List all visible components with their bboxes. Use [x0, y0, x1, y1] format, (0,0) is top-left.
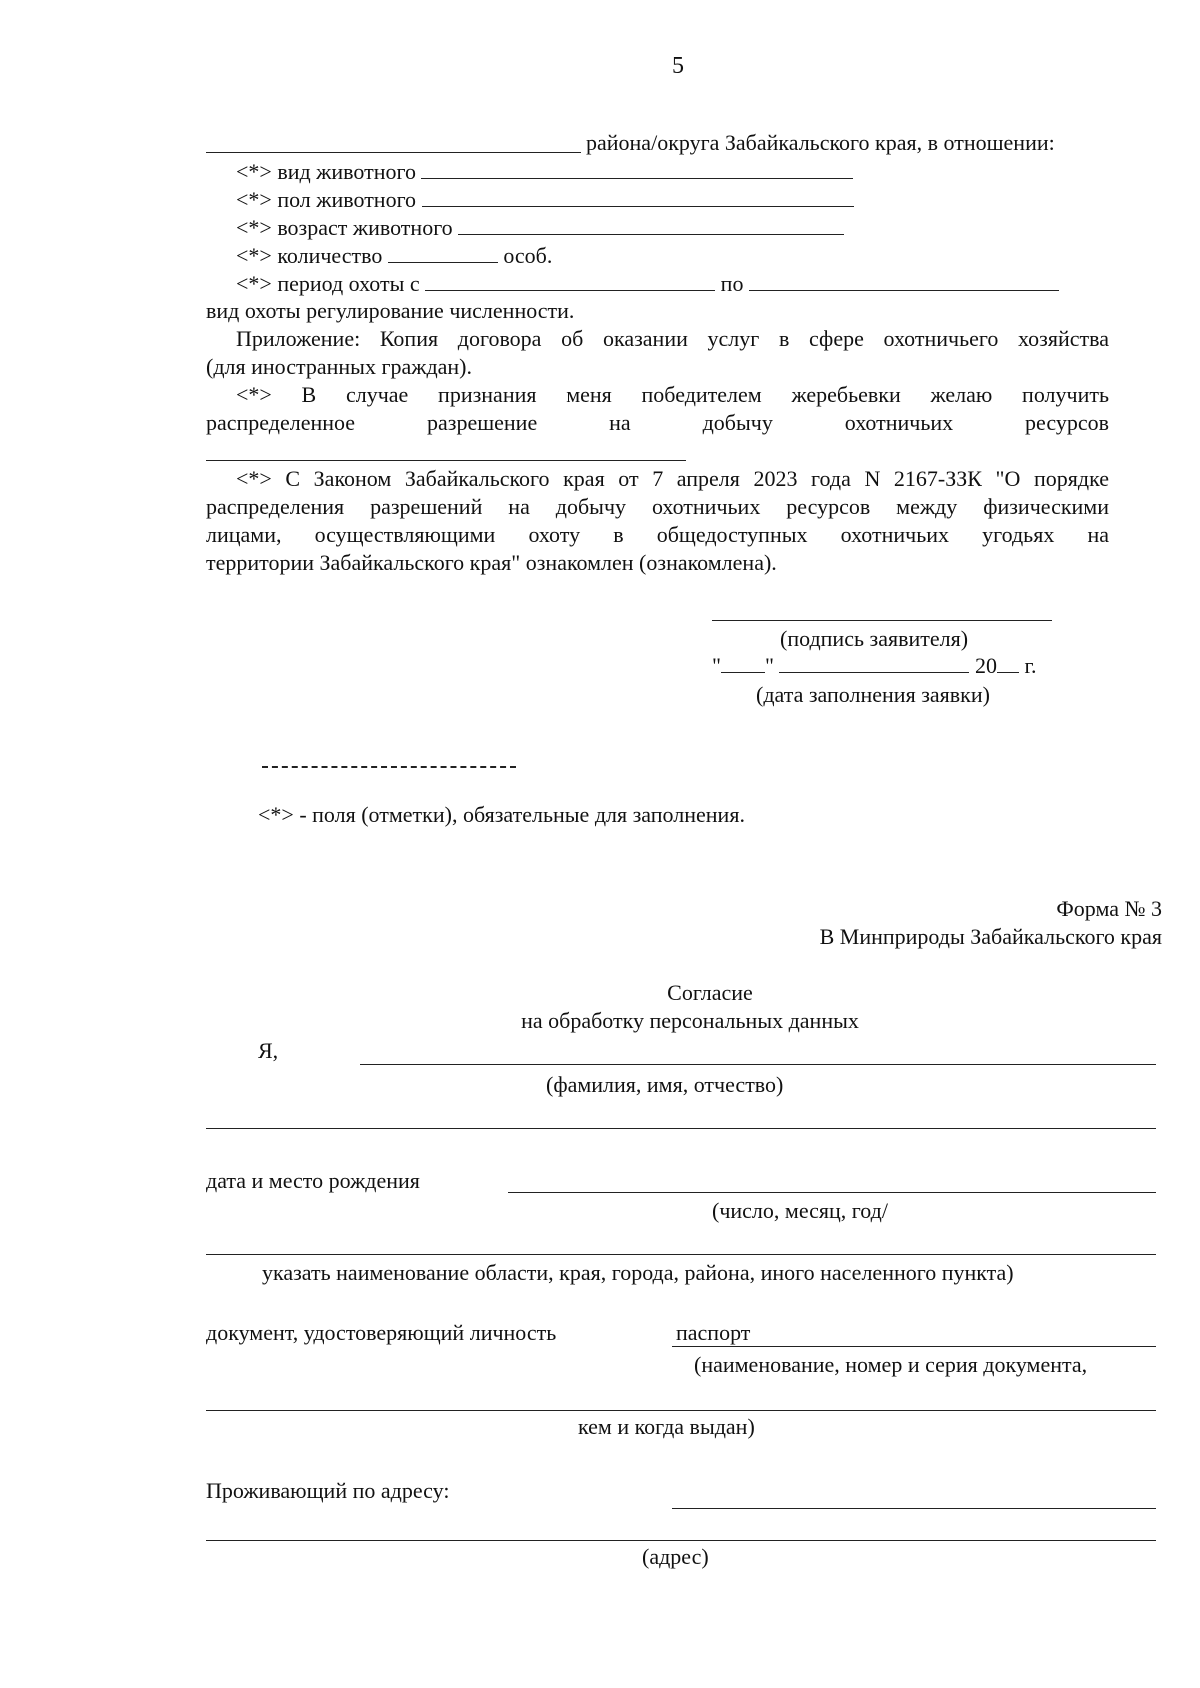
appendix-text-line1: Приложение: Копия договора об оказании услуг в сфере охотничьего хозяйства: [236, 326, 1109, 351]
consent-subtitle: на обработку персональных данных: [521, 1008, 859, 1033]
date-year-suffix: г.: [1024, 653, 1037, 678]
animal-sex-label: <*> пол животного: [236, 187, 417, 212]
lottery-text-line2: распределенное разрешение на добычу охотничьих ресурсов: [206, 410, 1109, 435]
consent-title: Согласие: [667, 980, 753, 1005]
address-label: Проживающий по адресу:: [206, 1478, 450, 1503]
page-number: 5: [672, 53, 684, 79]
id-document-input[interactable]: [672, 1346, 1156, 1347]
hunt-type-text: вид охоты регулирование численности.: [206, 298, 575, 323]
hunt-period-to-label: по: [720, 271, 744, 296]
animal-age-field[interactable]: [236, 214, 844, 241]
i-label: Я,: [258, 1038, 279, 1063]
animal-type-field[interactable]: [236, 158, 853, 185]
id-document-value: паспорт: [676, 1320, 751, 1345]
birth-label: дата и место рождения: [206, 1168, 420, 1193]
appendix-text-line2: (для иностранных граждан).: [206, 354, 472, 379]
resource-fill-line[interactable]: [206, 460, 686, 461]
hunt-period-to-input[interactable]: [749, 270, 1059, 291]
id-document-label: документ, удостоверяющий личность: [206, 1320, 557, 1345]
quantity-label: <*> количество: [236, 243, 383, 268]
date-year-prefix: 20: [974, 653, 997, 678]
date-caption: (дата заполнения заявки): [756, 682, 990, 707]
birth-place-input[interactable]: [206, 1254, 1156, 1255]
hunt-period-field[interactable]: [236, 270, 1059, 297]
address-caption: (адрес): [642, 1544, 709, 1569]
year-input[interactable]: [997, 652, 1019, 673]
footnote-text: <*> - поля (отметки), обязательные для заполнения.: [258, 802, 745, 827]
addressee: В Минприроды Забайкальского края: [819, 924, 1162, 949]
address-input[interactable]: [672, 1508, 1156, 1509]
animal-type-input[interactable]: [421, 158, 853, 179]
fio-continuation-input[interactable]: [206, 1128, 1156, 1129]
birth-caption-2: указать наименование области, края, города, района, иного населенного пункта): [262, 1260, 1014, 1285]
birth-input[interactable]: [508, 1192, 1156, 1193]
law-text-line4: территории Забайкальского края" ознакомлен (ознакомлена).: [206, 550, 777, 575]
district-fill-line[interactable]: [206, 152, 581, 153]
id-document-caption-1: (наименование, номер и серия документа,: [694, 1352, 1088, 1377]
fio-input[interactable]: [360, 1064, 1156, 1065]
date-quote-open: ": [712, 653, 721, 678]
fio-caption: (фамилия, имя, отчество): [546, 1072, 784, 1097]
fill-date-field[interactable]: [712, 652, 1037, 679]
district-text: района/округа Забайкальского края, в отношении:: [586, 130, 1055, 155]
animal-sex-input[interactable]: [422, 186, 854, 207]
footnote-separator: [262, 766, 516, 768]
birth-caption-1: (число, месяц, год/: [712, 1198, 888, 1223]
animal-type-label: <*> вид животного: [236, 159, 416, 184]
lottery-text-line1: <*> В случае признания меня победителем жеребьевки желаю получить: [236, 382, 1109, 407]
quantity-input[interactable]: [388, 242, 498, 263]
date-quote-close: ": [764, 653, 774, 678]
form-number: Форма № 3: [1056, 896, 1162, 921]
id-document-issued-input[interactable]: [206, 1410, 1156, 1411]
id-document-caption-2: кем и когда выдан): [578, 1414, 755, 1439]
law-text-line1: <*> С Законом Забайкальского края от 7 апреля 2023 года N 2167-ЗЗК "О порядке: [236, 466, 1109, 491]
law-text-line3: лицами, осуществляющими охоту в общедоступных охотничьих угодьях на: [206, 522, 1109, 547]
address-continuation-input[interactable]: [206, 1540, 1156, 1541]
animal-age-input[interactable]: [458, 214, 844, 235]
signature-line[interactable]: [712, 620, 1052, 621]
hunt-period-from-input[interactable]: [425, 270, 715, 291]
hunt-period-label: <*> период охоты с: [236, 271, 420, 296]
quantity-unit: особ.: [503, 243, 553, 268]
month-input[interactable]: [779, 652, 969, 673]
animal-age-label: <*> возраст животного: [236, 215, 453, 240]
signature-caption: (подпись заявителя): [780, 626, 969, 651]
law-text-line2: распределения разрешений на добычу охотничьих ресурсов между физическими: [206, 494, 1109, 519]
day-input[interactable]: [721, 652, 765, 673]
animal-sex-field[interactable]: [236, 186, 854, 213]
quantity-field[interactable]: [236, 242, 552, 269]
